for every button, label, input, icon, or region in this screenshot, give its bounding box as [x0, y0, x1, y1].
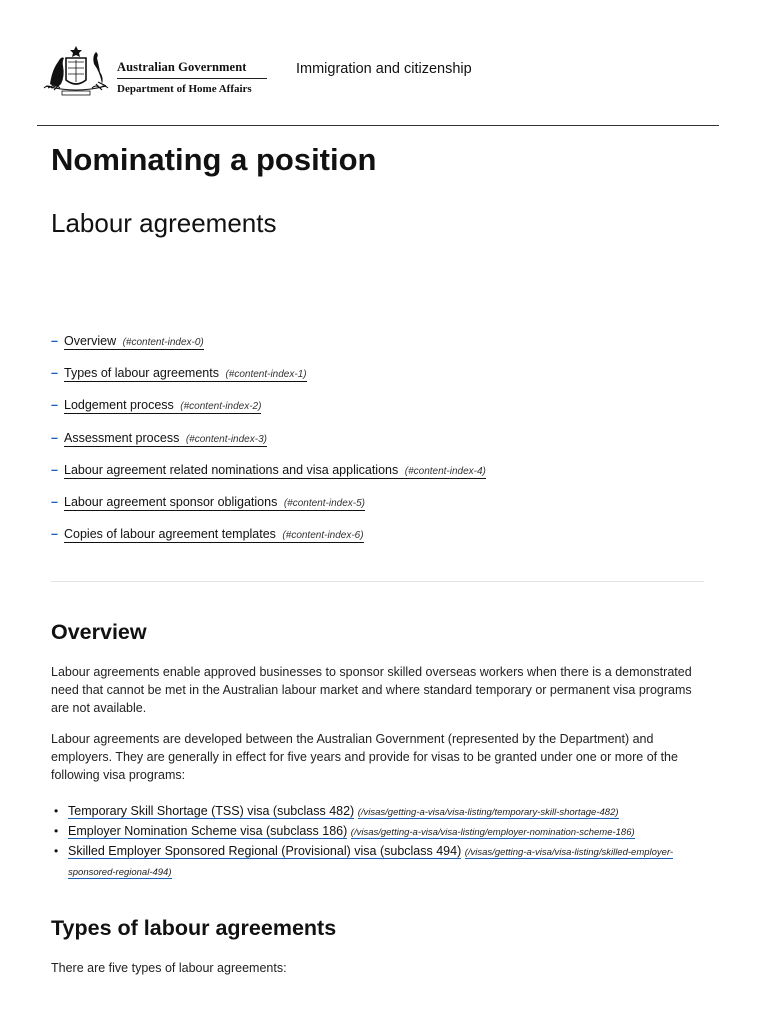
toc-link-label: Overview — [64, 334, 117, 348]
toc-link-anchor: (#content-index-6) — [282, 530, 364, 542]
toc-item — [51, 463, 486, 495]
toc-item — [51, 431, 486, 463]
toc-item — [51, 398, 486, 430]
page-subtitle: Labour agreements — [51, 208, 277, 238]
dash-icon: – — [51, 494, 58, 509]
toc-link-label: Labour agreement sponsor obligations — [64, 494, 278, 509]
toc-link-lodgement[interactable] — [64, 398, 261, 414]
types-paragraph: There are five types of labour agreements: — [51, 961, 287, 975]
visa-link-label[interactable]: Skilled Employer Sponsored Regional (Provisional) visa (subclass 494) — [68, 844, 462, 858]
overview-paragraph-1: Labour agreements enable approved businesses to sponsor skilled overseas workers when there is a demonstrated need that cannot be met in the Australian labour market and where standard temporary or permanent visa programs are not available. — [51, 665, 692, 715]
toc-link-types[interactable] — [64, 366, 307, 382]
overview-paragraph-2: Labour agreements are developed between the Australian Government (represented by the Department) and employers. They are generally in effect for five years and provide for visas to be granted under one or more of the following visa programs: — [51, 732, 678, 782]
visa-link-url[interactable]: (/visas/getting-a-visa/visa-listing/employer-nomination-scheme-186) — [350, 827, 635, 838]
visa-link-label[interactable]: Employer Nomination Scheme visa (subclass 186) — [68, 824, 348, 838]
toc-link-label: Lodgement process — [64, 398, 174, 413]
toc-item — [51, 334, 486, 366]
visa-link-label[interactable]: Temporary Skill Shortage (TSS) visa (subclass 482) — [68, 804, 355, 818]
section-title[interactable]: Immigration and citizenship — [296, 61, 472, 77]
toc-link-anchor: (#content-index-5) — [283, 497, 365, 509]
dash-icon: – — [51, 462, 58, 477]
toc-link-label: Assessment process — [64, 430, 180, 445]
toc-item — [51, 495, 486, 527]
dash-icon: – — [51, 334, 58, 348]
table-of-contents — [51, 334, 486, 559]
toc-link-label: Labour agreement related nominations and visa applications — [64, 462, 399, 477]
header-divider — [37, 125, 719, 126]
section-divider — [51, 581, 704, 582]
department-name: Department of Home Affairs — [117, 83, 252, 95]
page-title: Nominating a position — [51, 142, 377, 177]
toc-link-anchor: (#content-index-3) — [185, 433, 267, 445]
overview-heading: Overview — [51, 620, 147, 644]
visa-link-url[interactable]: (/visas/getting-a-visa/visa-listing/skilled-employer-sponsored-regional-494) — [68, 847, 674, 878]
toc-link-assessment[interactable] — [64, 431, 267, 447]
toc-link-anchor: (#content-index-0) — [122, 337, 204, 348]
dash-icon: – — [51, 430, 58, 445]
toc-link-templates[interactable] — [64, 527, 364, 543]
government-wordmark[interactable] — [117, 60, 267, 95]
toc-link-nominations[interactable] — [64, 463, 486, 479]
dash-icon: – — [51, 398, 58, 413]
toc-link-obligations[interactable] — [64, 495, 365, 511]
list-item[interactable] — [51, 842, 711, 882]
toc-item — [51, 366, 486, 398]
dash-icon: – — [51, 527, 58, 542]
list-item[interactable] — [51, 802, 711, 822]
site-header — [0, 0, 768, 127]
wordmark-rule — [117, 78, 267, 79]
list-item[interactable] — [51, 822, 711, 842]
toc-item — [51, 527, 486, 559]
toc-link-overview[interactable] — [64, 334, 204, 350]
toc-link-label: Copies of labour agreement templates — [64, 527, 276, 542]
visa-program-list — [51, 802, 711, 882]
government-name: Australian Government — [117, 60, 247, 74]
toc-link-anchor: (#content-index-2) — [180, 401, 262, 413]
toc-link-anchor: (#content-index-4) — [404, 465, 486, 477]
visa-link-url[interactable]: (/visas/getting-a-visa/visa-listing/temporary-skill-shortage-482) — [357, 807, 619, 818]
toc-link-anchor: (#content-index-1) — [225, 369, 307, 381]
dash-icon: – — [51, 366, 58, 381]
toc-link-label: Types of labour agreements — [64, 366, 219, 381]
coat-of-arms-icon — [40, 44, 112, 98]
types-heading: Types of labour agreements — [51, 916, 337, 940]
